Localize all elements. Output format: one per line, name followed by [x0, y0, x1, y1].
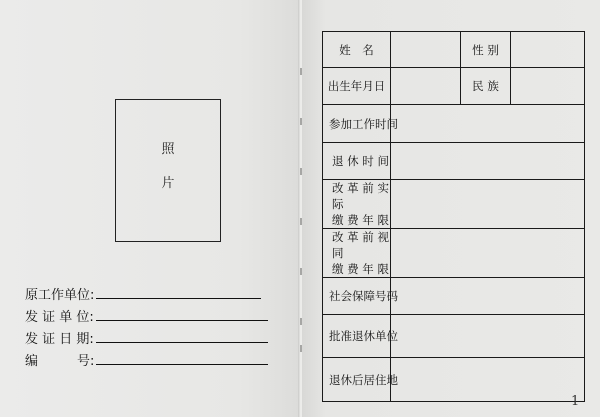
- deemed-contribution-years-value-cell[interactable]: [391, 229, 585, 278]
- field-line[interactable]: [96, 342, 268, 343]
- serial-number-field: [25, 349, 268, 369]
- table-row: [323, 180, 585, 229]
- retirement-date-value-cell[interactable]: [391, 143, 585, 180]
- approving-unit-label: 批准退休单位: [323, 315, 391, 358]
- table-row: [323, 278, 585, 315]
- ethnicity-value-cell[interactable]: [511, 68, 585, 105]
- field-label: 原工作单位:: [25, 288, 95, 303]
- original-work-unit-field: [25, 283, 261, 303]
- work-start-date-label: 参加工作时间: [323, 105, 391, 143]
- photo-label-bottom: 片: [161, 176, 175, 191]
- approving-unit-value-cell[interactable]: [391, 315, 585, 358]
- label-line: 缴 费 年 限: [332, 262, 389, 276]
- name-label: 姓 名: [323, 32, 391, 68]
- show-through-text: [68, 198, 88, 233]
- gender-label: 性 别: [461, 32, 511, 68]
- field-label: 发 证 日 期:: [25, 332, 94, 347]
- show-through-text: [88, 160, 93, 178]
- label-line: 改 革 前 视 同: [332, 230, 389, 260]
- label-line: 缴 费 年 限: [332, 213, 389, 227]
- field-line[interactable]: [96, 364, 268, 365]
- table-row: [323, 143, 585, 180]
- ethnicity-label: 民 族: [461, 68, 511, 105]
- social-security-number-label: 社会保障号码: [323, 278, 391, 315]
- page-number: 1: [571, 394, 580, 409]
- work-start-date-value-cell[interactable]: [391, 105, 585, 143]
- field-label: 发 证 单 位:: [25, 310, 94, 325]
- table-row: [323, 229, 585, 278]
- birth-date-value-cell[interactable]: [391, 68, 461, 105]
- birth-date-label: 出生年月日: [323, 68, 391, 105]
- photo-box: [115, 99, 221, 242]
- table-row: [323, 315, 585, 358]
- field-label: 编 号:: [25, 354, 95, 369]
- post-retirement-residence-label: 退休后居住地: [323, 358, 391, 402]
- photo-label-top: 照: [161, 142, 175, 157]
- issuing-unit-field: [25, 305, 268, 325]
- retirement-info-table: [322, 31, 585, 402]
- actual-contribution-years-value-cell[interactable]: [391, 180, 585, 229]
- actual-contribution-years-label: [323, 180, 391, 229]
- table-row: [323, 105, 585, 143]
- table-row: [323, 68, 585, 105]
- retirement-date-label: 退 休 时 间: [323, 143, 391, 180]
- field-line[interactable]: [96, 320, 268, 321]
- gender-value-cell[interactable]: [511, 32, 585, 68]
- table-row: [323, 358, 585, 402]
- issue-date-field: [25, 327, 268, 347]
- table-row: [323, 32, 585, 68]
- name-value-cell[interactable]: [391, 32, 461, 68]
- label-line: 改 革 前 实 际: [332, 181, 389, 211]
- deemed-contribution-years-label: [323, 229, 391, 278]
- post-retirement-residence-value-cell[interactable]: [391, 358, 585, 402]
- field-line[interactable]: [96, 298, 261, 299]
- social-security-number-value-cell[interactable]: [391, 278, 585, 315]
